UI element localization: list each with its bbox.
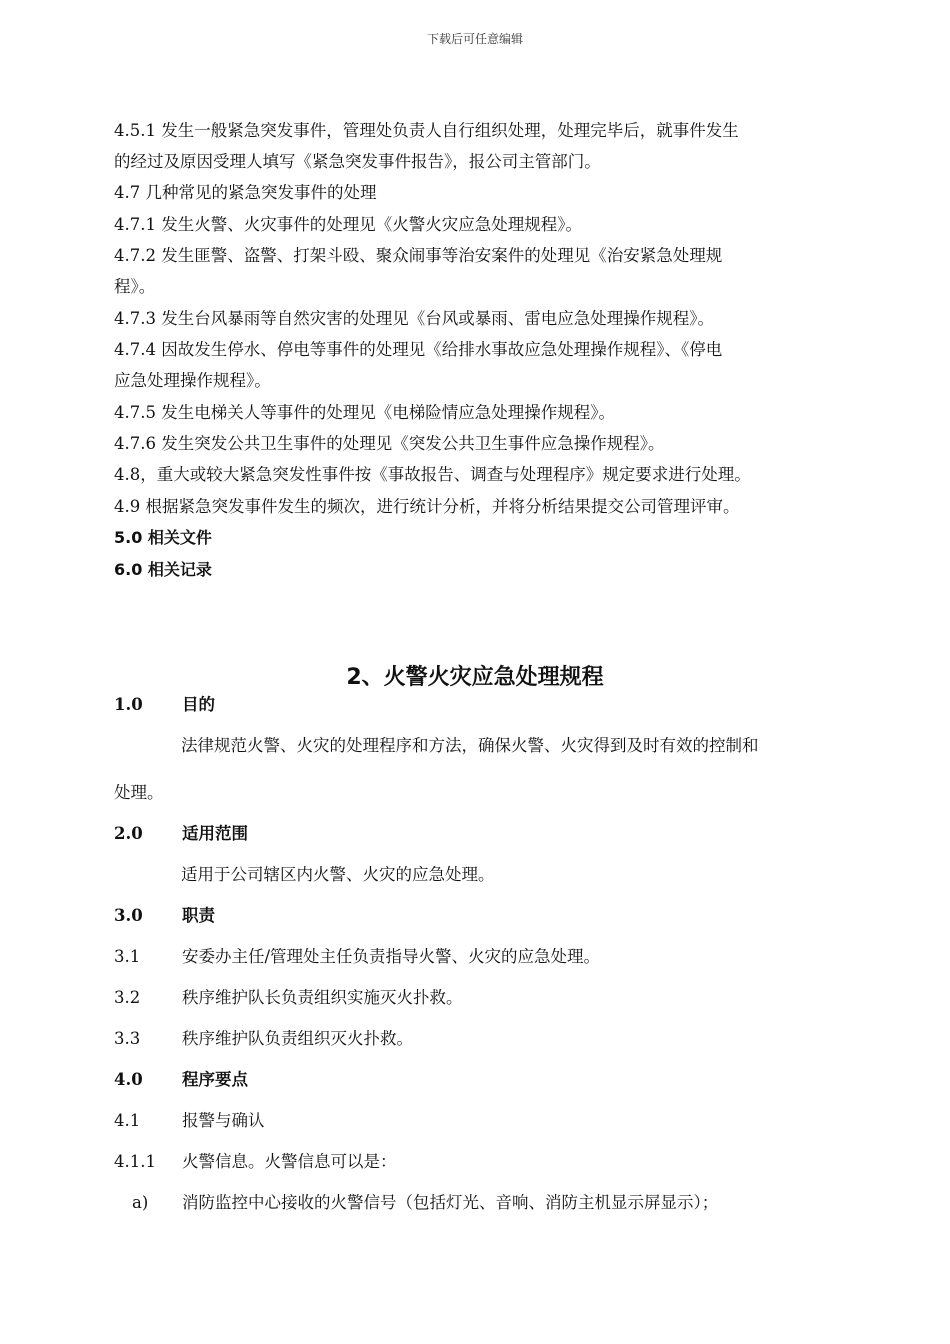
document-title: 2、火警火灾应急处理规程 bbox=[346, 665, 604, 690]
paragraph-line: 适用于公司辖区内火警、火灾的应急处理。 bbox=[181, 865, 495, 884]
section-number: 3.0 bbox=[114, 906, 143, 925]
section-label: 职责 bbox=[182, 906, 215, 925]
subsection-row bbox=[114, 1111, 864, 1131]
paragraph-line: 4.7.1 发生火警、火灾事件的处理见《火警火灾应急处理规程》。 bbox=[114, 215, 582, 234]
section-label: 目的 bbox=[182, 695, 215, 714]
section-heading-row bbox=[114, 906, 864, 926]
subsection-number: 3.1 bbox=[114, 947, 141, 966]
paragraph-line: 4.7.6 发生突发公共卫生事件的处理见《突发公共卫生事件应急操作规程》。 bbox=[114, 434, 665, 453]
section-heading-row bbox=[114, 695, 864, 715]
paragraph-line: 4.7 几种常见的紧急突发事件的处理 bbox=[114, 183, 377, 202]
paragraph-line: 应急处理操作规程》。 bbox=[114, 371, 271, 390]
subsection-row bbox=[114, 1152, 864, 1172]
section-heading-row bbox=[114, 1070, 864, 1090]
subsection-row bbox=[114, 1029, 864, 1049]
paragraph-line: 4.5.1 发生一般紧急突发事件，管理处负责人自行组织处理，处理完毕后，就事件发生 bbox=[114, 121, 739, 140]
subsection-number: 4.1 bbox=[114, 1111, 141, 1130]
section-number: 2.0 bbox=[114, 824, 143, 843]
section-heading: 6.0 相关记录 bbox=[114, 560, 212, 579]
paragraph-line: 4.7.3 发生台风暴雨等自然灾害的处理见《台风或暴雨、雷电应急处理操作规程》。 bbox=[114, 309, 714, 328]
subsection-text: 安委办主任/管理处主任负责指导火警、火灾的应急处理。 bbox=[182, 947, 601, 966]
list-marker: a) bbox=[132, 1193, 149, 1212]
section-number: 4.0 bbox=[114, 1070, 143, 1089]
subsection-number: 3.2 bbox=[114, 988, 141, 1007]
page-header: 下载后可任意编辑 bbox=[426, 32, 523, 46]
section-label: 适用范围 bbox=[182, 824, 248, 843]
subsection-number: 4.1.1 bbox=[114, 1152, 156, 1171]
section-heading-row bbox=[114, 824, 864, 844]
paragraph-line: 法律规范火警、火灾的处理程序和方法，确保火警、火灾得到及时有效的控制和 bbox=[181, 736, 759, 755]
paragraph-line: 4.8，重大或较大紧急突发性事件按《事故报告、调查与处理程序》规定要求进行处理。 bbox=[114, 465, 751, 484]
subsection-text: 秩序维护队负责组织灭火扑救。 bbox=[182, 1029, 413, 1048]
list-item-text: 消防监控中心接收的火警信号（包括灯光、音响、消防主机显示屏显示）； bbox=[182, 1193, 719, 1212]
subsection-text: 报警与确认 bbox=[182, 1111, 265, 1130]
paragraph-line: 处理。 bbox=[114, 783, 164, 802]
section-label: 程序要点 bbox=[182, 1070, 248, 1089]
list-item bbox=[114, 1193, 864, 1213]
paragraph-line: 程》。 bbox=[114, 277, 156, 296]
paragraph-line: 4.7.2 发生匪警、盗警、打架斗殴、聚众闹事等治安案件的处理见《治安紧急处理规 bbox=[114, 246, 723, 265]
subsection-row bbox=[114, 988, 864, 1008]
paragraph-line: 4.9 根据紧急突发事件发生的频次，进行统计分析，并将分析结果提交公司管理评审。 bbox=[114, 497, 740, 516]
paragraph-line: 4.7.4 因故发生停水、停电等事件的处理见《给排水事故应急处理操作规程》、《停电 bbox=[114, 340, 723, 359]
subsection-text: 火警信息。火警信息可以是： bbox=[182, 1152, 397, 1171]
subsection-number: 3.3 bbox=[114, 1029, 141, 1048]
section-heading: 5.0 相关文件 bbox=[114, 528, 212, 547]
section-number: 1.0 bbox=[114, 695, 143, 714]
paragraph-line: 4.7.5 发生电梯关人等事件的处理见《电梯险情应急处理操作规程》。 bbox=[114, 403, 615, 422]
paragraph-line: 的经过及原因受理人填写《紧急突发事件报告》，报公司主管部门。 bbox=[114, 152, 601, 171]
subsection-row bbox=[114, 947, 864, 967]
subsection-text: 秩序维护队长负责组织实施灭火扑救。 bbox=[182, 988, 463, 1007]
